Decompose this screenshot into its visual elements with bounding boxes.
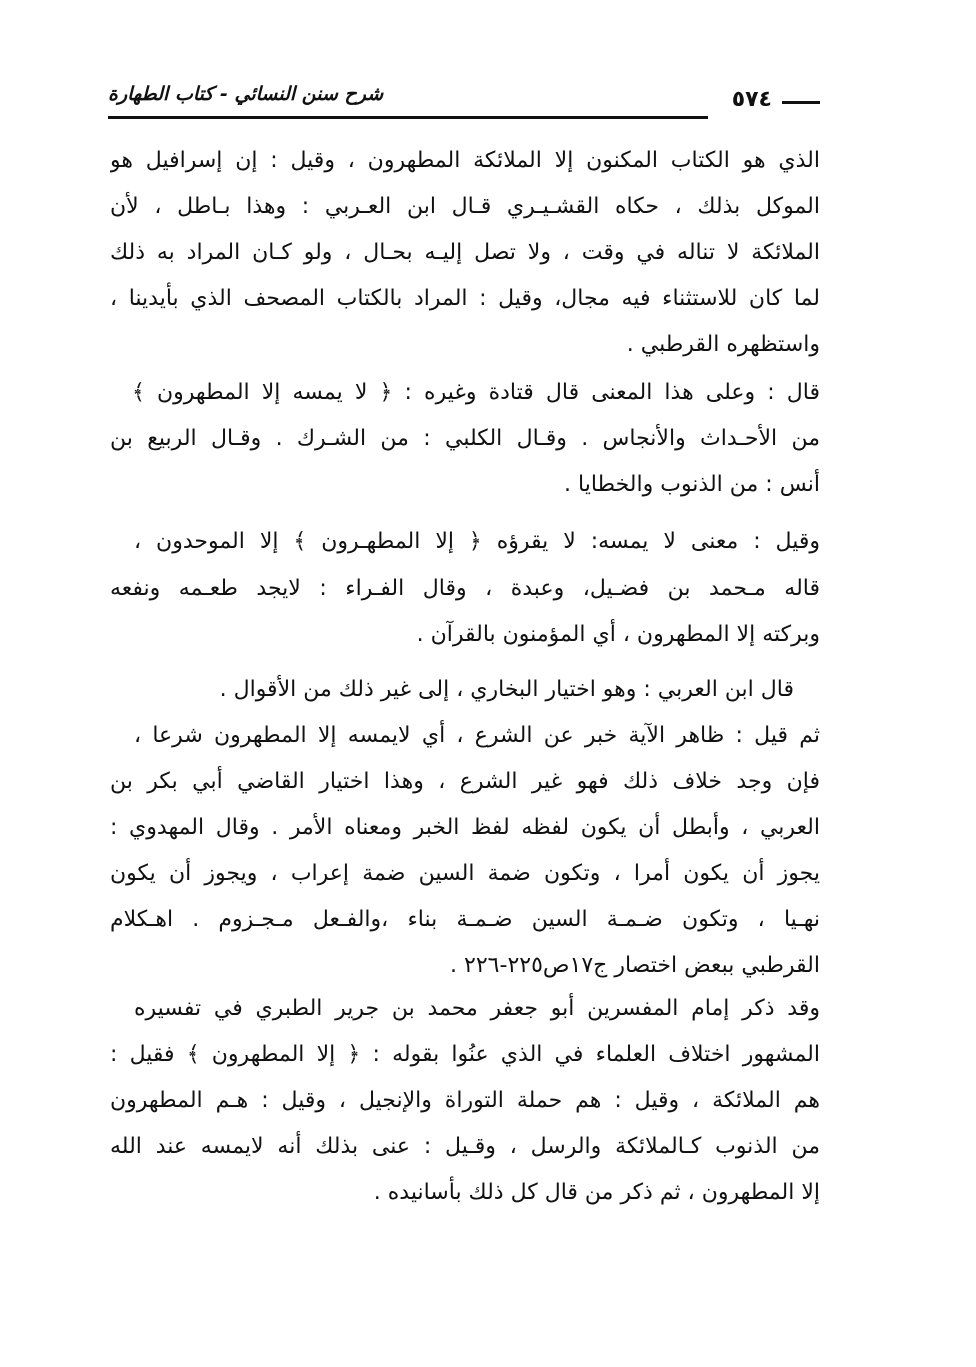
text-line: هم الملائكة ، وقيل : هم حملة التوراة والإنجيل ، وقيل : هـم المطهرون [110, 1088, 820, 1113]
text-line: وقيل : معنى لا يمسه: لا يقرؤه ﴿ إلا المطهـرون ﴾ إلا الموحدون ، [134, 529, 820, 554]
text-line: الذي هو الكتاب المكنون إلا الملائكة المطهرون ، وقيل : إن إسرافيل هو [110, 148, 820, 173]
text-line: وبركته إلا المطهرون ، أي المؤمنون بالقرآن . [416, 622, 820, 647]
text-line: أنس : من الذنوب والخطايا . [564, 472, 820, 497]
text-line: إلا المطهرون ، ثم ذكر من قال كل ذلك بأسانيده . [373, 1180, 820, 1205]
text-line: لما كان للاستثناء فيه مجال، وقيل : المراد بالكتاب المصحف الذي بأيدينا ، [110, 286, 820, 311]
text-line: المشهور اختلاف العلماء في الذي عنُوا بقوله : ﴿ إلا المطهرون ﴾ فقيل : [110, 1042, 820, 1067]
page-number: ٥٧٤ [731, 87, 772, 112]
text-line: يجوز أن يكون أمرا ، وتكون ضمة السين ضمة إعراب ، ويجوز أن يكون [110, 861, 820, 886]
text-line: نهـيا ، وتكون ضـمـة السين ضـمـة بناء ،والفـعل مـجـزوم . اهـكلام [110, 907, 820, 932]
text-line: فإن وجد خلاف ذلك فهو غير الشرع ، وهذا اختيار القاضي أبي بكر بن [110, 769, 820, 794]
text-line: الموكل بذلك ، حكاه القشـيـري قـال ابن العـربي : وهذا بـاطل ، لأن [110, 194, 820, 219]
text-line: قال : وعلى هذا المعنى قال قتادة وغيره : ﴿ لا يمسه إلا المطهرون ﴾ [132, 380, 820, 405]
text-line: القرطبي ببعض اختصار ج١٧ص٢٢٥-٢٢٦ . [450, 953, 820, 978]
text-line: قاله مـحمد بن فضـيل، وعبدة ، وقال الفـراء : لايجد طعـمه ونفعه [110, 576, 820, 601]
text-line: واستظهره القرطبي . [626, 332, 820, 357]
page-number-dash [782, 101, 820, 104]
text-line: العربي ، وأبطل أن يكون لفظه لفظ الخبر ومعناه الأمر . وقال المهدوي : [110, 815, 820, 840]
text-line: ثم قيل : ظاهر الآية خبر عن الشرع ، أي لايمسه إلا المطهرون شرعا ، [134, 723, 820, 748]
running-title: شرح سنن النسائي - كتاب الطهارة [108, 83, 384, 105]
text-line: من الذنوب كـالملائكة والرسل ، وقـيل : عنى بذلك أنه لايمسه عند الله [110, 1134, 820, 1159]
text-line: الملائكة لا تناله في وقت ، ولا تصل إليـه بحـال ، ولو كـان المراد به ذلك [110, 240, 820, 265]
text-line: وقد ذكر إمام المفسرين أبو جعفر محمد بن جرير الطبري في تفسيره [134, 996, 820, 1021]
page-header [108, 76, 820, 128]
header-rule [108, 116, 708, 119]
text-line: قال ابن العربي : وهو اختيار البخاري ، إلى غير ذلك من الأقوال . [219, 677, 794, 702]
text-line: من الأحـداث والأنجاس . وقـال الكلبي : من الشـرك . وقـال الربيع بن [110, 426, 820, 451]
